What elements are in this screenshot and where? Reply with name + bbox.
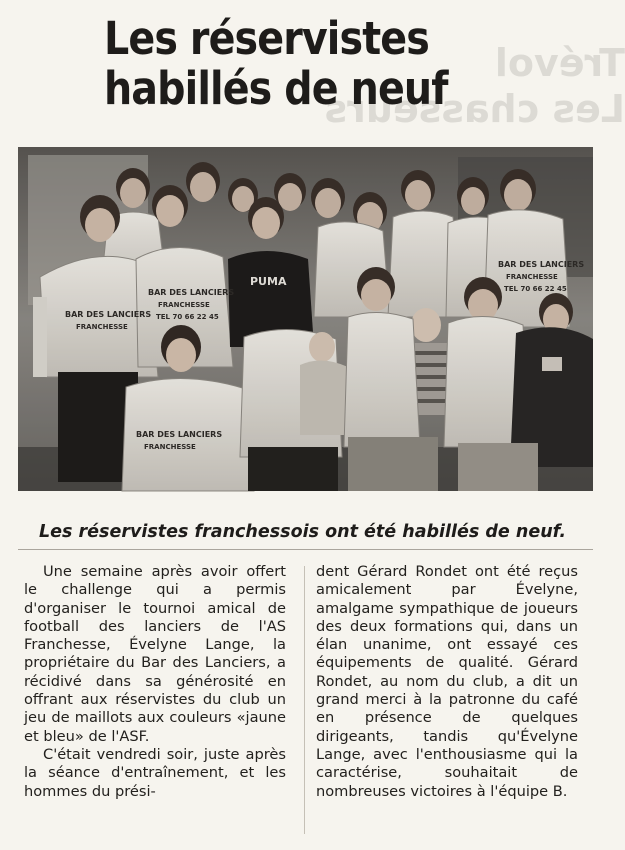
jersey-text-9: BAR DES LANCIERS: [136, 430, 223, 439]
jersey-text-7: FRANCHESSE: [506, 273, 558, 281]
bleed-line-2: Les chasseurs: [324, 87, 625, 131]
article-headline: [104, 14, 448, 114]
jersey-text-4: FRANCHESSE: [158, 301, 210, 309]
jersey-text-6: BAR DES LANCIERS: [498, 260, 585, 269]
jersey-text-10: FRANCHESSE: [144, 443, 196, 451]
paragraph-3: dent Gérard Rondet ont été reçus amicalement par Évelyne, amalgame sympathique de joueurs des deux formations qui, dans un élan unanime, ont essayé ces équipements de qualité. Gérard Rondet, au nom du club, a dit un grand merci à la patronne du café en présence de quelques dirigeants, tandis qu'Évelyne Lange, avec l'enthousiasme qui la caractérise, souhaitait de nombreuses victoires à l'équipe B.: [316, 563, 578, 800]
team-photo: [18, 147, 593, 491]
photo-caption: Les réservistes franchessois ont été habillés de neuf.: [39, 522, 566, 542]
puma-logo-text: PUMA: [250, 275, 287, 288]
reverse-side-bleed-through: [324, 40, 625, 150]
article-column-1: [24, 563, 286, 801]
jersey-text-5: TEL 70 66 22 45: [156, 313, 219, 321]
jersey-text-3: BAR DES LANCIERS: [148, 288, 235, 297]
paragraph-1: Une semaine après avoir offert le challenge qui a permis d'organiser le tournoi amical de football des lanciers de l'AS Franchesse, Évelyne Lange, la propriétaire du Bar des Lanciers, a récidivé dans sa générosité en offrant aux réservistes du club un jeu de maillots aux couleurs «jaune et bleu» de l'ASF.: [24, 563, 286, 745]
caption-rule: [18, 549, 593, 550]
jersey-text-2: FRANCHESSE: [76, 323, 128, 331]
jersey-text-8: TEL 70 66 22 45: [504, 285, 567, 293]
headline-line-2: habillés de neuf: [104, 62, 448, 115]
paragraph-2: C'était vendredi soir, juste après la séance d'entraînement, et les hommes du prési-: [24, 745, 286, 800]
article-column-2: [316, 563, 578, 801]
headline-line-1: Les réservistes: [104, 12, 429, 65]
bleed-line-1: Trévol: [494, 41, 625, 85]
jersey-text-1: BAR DES LANCIERS: [65, 310, 152, 319]
column-divider: [304, 566, 305, 834]
team-photo-illustration: [18, 147, 593, 491]
